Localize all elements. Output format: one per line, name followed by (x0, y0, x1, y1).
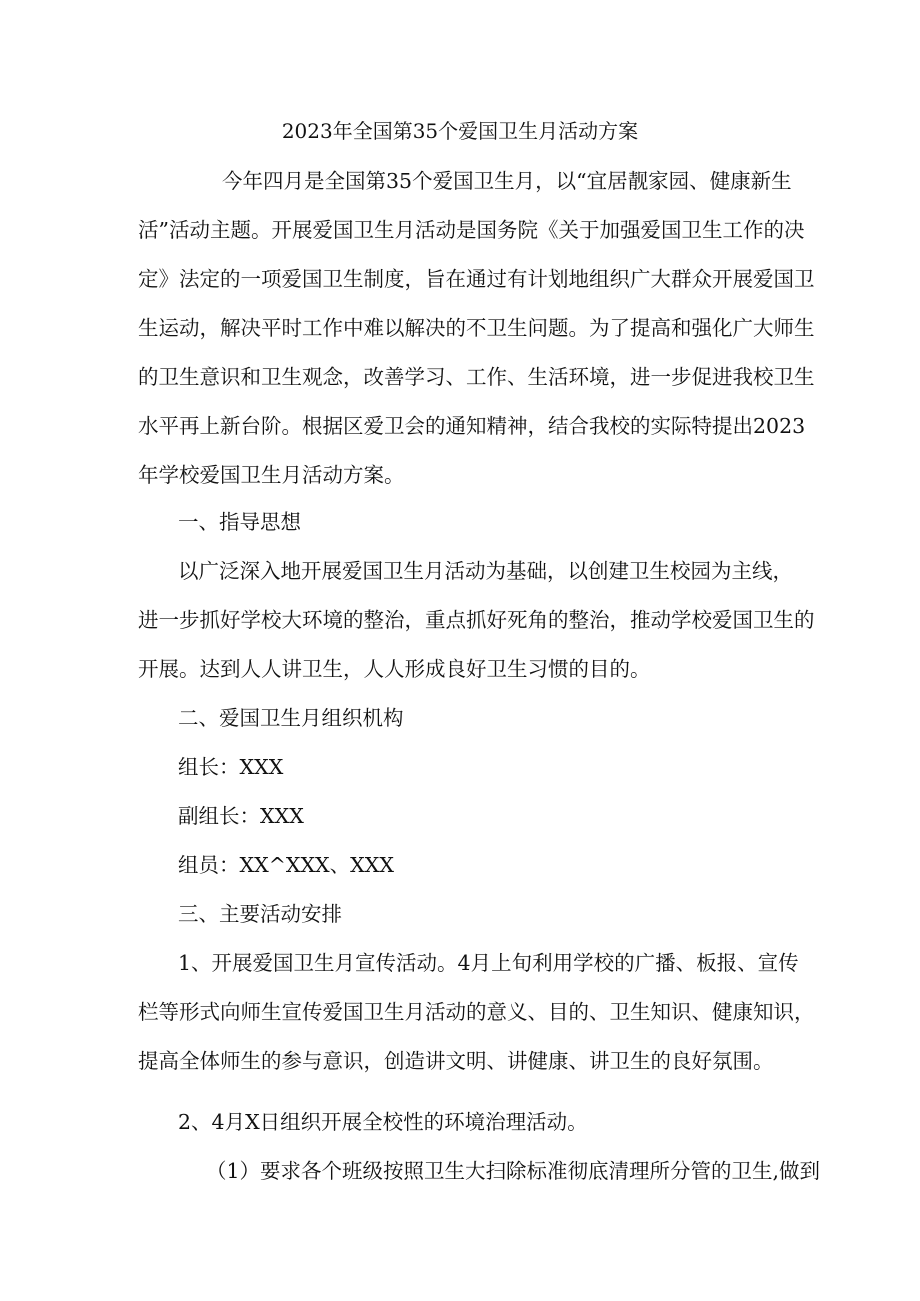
intro-line-7: 年学校爱国卫生月活动方案。 (138, 463, 405, 487)
intro-line-6: 水平再上新台阶。根据区爱卫会的通知精神，结合我校的实际特提出2023 (138, 414, 806, 438)
activity1-line-1: 1、开展爱国卫生月宣传活动。4月上旬利用学校的广播、板报、宣传 (178, 951, 799, 975)
intro-line-1: 今年四月是全国第35个爱国卫生月，以“宜居靓家园、健康新生 (222, 169, 792, 193)
org-deputy: 副组长：XXX (178, 804, 304, 828)
section1-line-2: 进一步抓好学校大环境的整治，重点抓好死角的整治，推动学校爱国卫生的 (138, 608, 815, 632)
intro-line-3: 定》法定的一项爱国卫生制度，旨在通过有计划地组织广大群众开展爱国卫 (138, 267, 815, 291)
org-members: 组员：XX^XXX、XXX (178, 853, 394, 877)
intro-line-4: 生运动，解决平时工作中难以解决的不卫生问题。为了提高和强化广大师生 (138, 316, 815, 340)
section1-line-1: 以广泛深入地开展爱国卫生月活动为基础，以创建卫生校园为主线， (178, 559, 793, 583)
section-heading-organization: 二、爱国卫生月组织机构 (178, 706, 404, 730)
document-title: 2023年全国第35个爱国卫生月活动方案 (281, 119, 639, 143)
org-leader: 组长：XXX (178, 755, 284, 779)
intro-line-2: 活”活动主题。开展爱国卫生月活动是国务院《关于加强爱国卫生工作的决 (138, 218, 805, 242)
section-heading-guiding-thought: 一、指导思想 (178, 510, 301, 534)
activity2-item1-line: （1）要求各个班级按照卫生大扫除标准彻底清理所分管的卫生,做到 (206, 1159, 821, 1183)
activity1-line-2: 栏等形式向师生宣传爱国卫生月活动的意义、目的、卫生知识、健康知识， (138, 1000, 815, 1024)
activity2-line: 2、4月X日组织开展全校性的环境治理活动。 (178, 1110, 588, 1134)
activity1-line-3: 提高全体师生的参与意识，创造讲文明、讲健康、讲卫生的良好氛围。 (138, 1049, 774, 1073)
intro-line-5: 的卫生意识和卫生观念，改善学习、工作、生活环境，进一步促进我校卫生 (138, 365, 815, 389)
section-heading-activities: 三、主要活动安排 (178, 902, 342, 926)
section1-line-3: 开展。达到人人讲卫生，人人形成良好卫生习惯的目的。 (138, 657, 651, 681)
